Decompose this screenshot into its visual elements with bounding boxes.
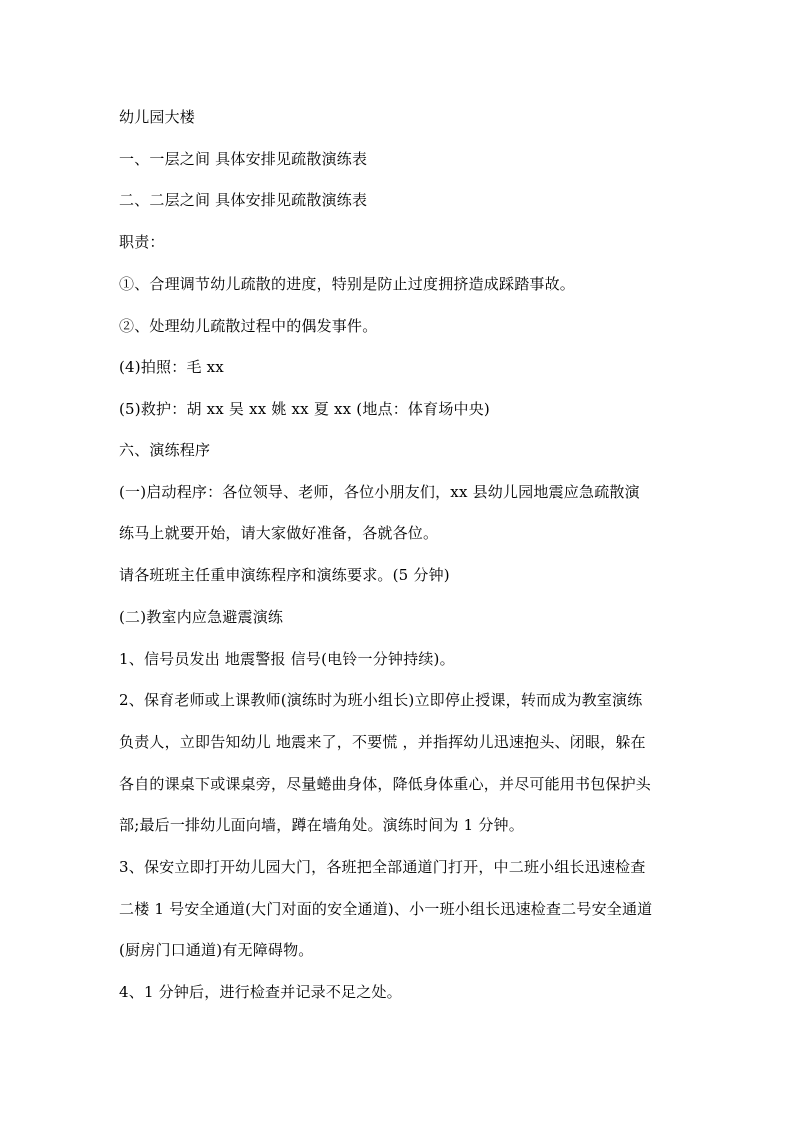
text-line: 一、一层之间 具体安排见疏散演练表 [119,150,368,168]
text-line: 二楼 1 号安全通道(大门对面的安全通道)、小一班小组长迅速检查二号安全通道 [119,900,653,918]
text-line: (厨房门口通道)有无障碍物。 [119,941,314,959]
text-line: 练马上就要开始，请大家做好准备，各就各位。 [119,524,439,542]
section-heading: 六、演练程序 [119,441,211,459]
text-line: 1、信号员发出 地震警报 信号(电铃一分钟持续)。 [119,650,455,668]
text-line: 3、保安立即打开幼儿园大门，各班把全部通道门打开，中二班小组长迅速检查 [119,858,646,876]
text-line: 各自的课桌下或课桌旁，尽量蜷曲身体，降低身体重心，并尽可能用书包保护头 [119,775,652,793]
text-line: 部;最后一排幼儿面向墙，蹲在墙角处。演练时间为 1 分钟。 [119,816,524,834]
text-line: ①、合理调节幼儿疏散的进度，特别是防止过度拥挤造成踩踏事故。 [119,275,576,293]
text-line: (二)教室内应急避震演练 [119,608,284,626]
text-line: 职责： [119,233,165,251]
text-line: (一)启动程序：各位领导、老师，各位小朋友们，xx 县幼儿园地震应急疏散演 [119,483,640,501]
text-line: 负责人，立即告知幼儿 地震来了，不要慌 ，并指挥幼儿迅速抱头、闭眼，躲在 [119,733,646,751]
text-line: 请各班班主任重申演练程序和演练要求。(5 分钟) [119,566,450,584]
text-line: 二、二层之间 具体安排见疏散演练表 [119,191,368,209]
text-line: 2、保育老师或上课教师(演练时为班小组长)立即停止授课，转而成为教室演练 [119,691,643,709]
text-line: ②、处理幼儿疏散过程中的偶发事件。 [119,317,378,335]
text-line: (4)拍照：毛 xx [119,358,224,376]
text-line: 4、1 分钟后，进行检查并记录不足之处。 [119,983,402,1001]
text-line: 幼儿园大楼 [119,108,196,126]
text-line: (5)救护：胡 xx 吴 xx 姚 xx 夏 xx (地点：体育场中央) [119,400,490,418]
